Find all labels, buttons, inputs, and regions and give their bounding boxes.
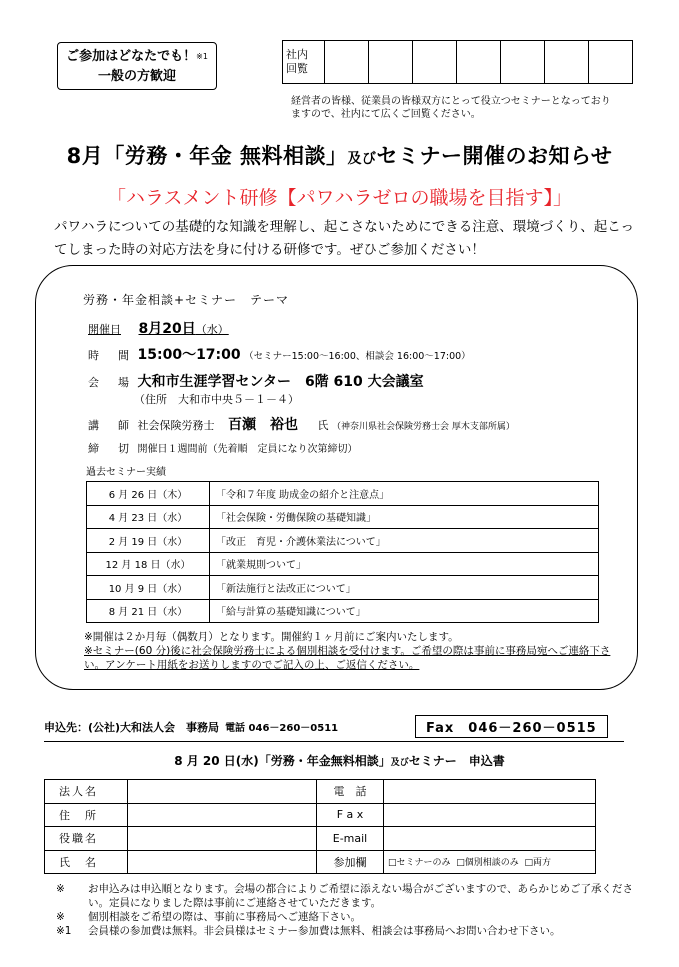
phone-field[interactable] (384, 780, 596, 804)
footnote: ※ お申込みは申込順となります。会場の都合によりご希望に添えない場合がございますので、あらかじめご了承ください。定員になりました際は事前にご連絡させていただきます。 (56, 883, 633, 909)
table-row: 8 月 21 日（水） 「給与計算の基礎知識について」 (87, 599, 599, 623)
time-row (88, 344, 471, 364)
consultation-note: ※セミナー(60 分)後に社会保険労務士による個別相談を受付けます。ご希望の際は事前に事務局宛へご連絡下さい。アンケート用紙をお送りしますのでご記入の上、ご返信ください。 (84, 645, 611, 671)
divider (44, 741, 624, 742)
seminar-subtitle: 「ハラスメント研修【パワハラゼロの職場を目指す】」 (107, 187, 572, 209)
lecturer-title: 社会保険労務士 (137, 419, 215, 432)
address-field[interactable] (128, 803, 317, 827)
option-seminar-only[interactable]: □セミナーのみ (388, 858, 451, 869)
corp-name-field[interactable] (128, 780, 317, 804)
schedule-note: ※開催は２か月毎（偶数月）となります。開催約１ヶ月前にご案内いたします。 (84, 631, 459, 643)
stamp-cell (545, 41, 589, 84)
event-time: 15:00〜17:00 (137, 347, 241, 363)
deadline-label: 締 切 (88, 442, 133, 455)
stamp-cell (589, 41, 633, 84)
welcome-box (57, 42, 217, 90)
stamp-cell (325, 41, 369, 84)
lecturer-name: 百瀬 裕也 (228, 417, 298, 433)
deadline: 開催日１週間前（先着順 定員になり次第締切） (137, 444, 358, 455)
table-row: 6 月 26 日（木） 「令和７年度 助成金の紹介と注意点」 (87, 482, 599, 506)
event-date: 8月20日 (138, 321, 196, 337)
table-row: 4 月 23 日（水） 「社会保険・労働保険の基礎知識」 (87, 505, 599, 529)
stamp-cell (501, 41, 545, 84)
time-label: 時 間 (88, 349, 133, 362)
venue-label: 会 場 (88, 376, 133, 389)
welcome-line1: ご参加はどなたでも！ (66, 49, 197, 64)
lecturer-label: 講 師 (88, 419, 133, 432)
intro-text: パワハラについての基礎的な知識を理解し、起こさないためにできる注意、環境づくり、起こってしまった時の対応方法を身に付ける研修です。ぜひご参加ください！ (54, 219, 634, 258)
lecturer-row: 講 師 社会保険労務士 百瀬 裕也 氏 （神奈川県社会保険労務士会 厚木支部所属） (88, 417, 515, 433)
date-row: 開催日 8月20日（水） (88, 321, 229, 337)
date-label: 開催日 (88, 323, 121, 336)
option-both[interactable]: □両方 (524, 858, 552, 869)
name-field[interactable] (128, 850, 317, 874)
welcome-line2: 一般の方歓迎 (97, 69, 176, 84)
schedule-notes (84, 630, 614, 672)
email-field[interactable] (384, 827, 596, 851)
theme-heading: 労務・年金相談+セミナー テーマ (83, 293, 290, 307)
time-note: （セミナー15:00〜16:00、相談会 16:00〜17:00） (244, 351, 471, 362)
venue-row (88, 371, 424, 391)
page-title: 8月「労務・年金 無料相談」及びセミナー開催のお知らせ (66, 144, 613, 168)
fax-field[interactable] (384, 803, 596, 827)
apply-phone: 電話 046－260－0511 (225, 723, 339, 734)
stamp-cell (413, 41, 457, 84)
address: （住所 大和市中央５－１－４） (134, 393, 299, 406)
apply-to: 申込先：(公社)大和法人会 事務局 電話 046－260－0511 (44, 721, 339, 734)
circulation-stamp-table (282, 40, 633, 84)
venue: 大和市生涯学習センター 6階 610 大会議室 (137, 374, 424, 390)
position-field[interactable] (128, 827, 317, 851)
attendance-options[interactable] (384, 850, 596, 874)
footnotes (56, 882, 636, 938)
deadline-row (88, 440, 358, 456)
table-row: 12 月 18 日（水） 「就業規則ついて」 (87, 552, 599, 576)
form-title: 8 月 20 日(水)「労務・年金無料相談」及びセミナー 申込書 (174, 754, 505, 768)
lecturer-affiliation: （神奈川県社会保険労務士会 厚木支部所属） (332, 422, 515, 432)
footnote: ※ 個別相談をご希望の際は、事前に事務局へご連絡下さい。 (56, 911, 361, 923)
table-row: 氏 名 参加欄 □セミナーのみ □個別相談のみ □両方 (45, 850, 596, 874)
circulation-label: 社内 回覧 (283, 41, 325, 84)
application-form (44, 779, 596, 874)
option-consult-only[interactable]: □個別相談のみ (456, 858, 519, 869)
stamp-cell (369, 41, 413, 84)
past-seminars-table (86, 481, 599, 623)
table-row: 役職名 E-mail (45, 827, 596, 851)
welcome-footnote-mark: ※1 (196, 52, 208, 61)
apply-fax: Fax 046－260－0515 (415, 715, 608, 738)
stamp-cell (457, 41, 501, 84)
circulation-note: 経営者の皆様、従業員の皆様双方にとって役立つセミナーとなっておりますので、社内にて広くご回覧ください。 (291, 96, 611, 120)
past-seminars-caption: 過去セミナー実績 (86, 467, 166, 478)
table-row: 法人名 電 話 (45, 780, 596, 804)
table-row: 10 月 9 日（水） 「新法施行と法改正について」 (87, 576, 599, 600)
table-row: 2 月 19 日（水） 「改正 育児・介護休業法について」 (87, 529, 599, 553)
footnote: ※1 会員様の参加費は無料。非会員様はセミナー参加費は無料、相談会は事務局へお問い合わせ下さい。 (56, 925, 561, 937)
table-row: 住 所 F a x (45, 803, 596, 827)
